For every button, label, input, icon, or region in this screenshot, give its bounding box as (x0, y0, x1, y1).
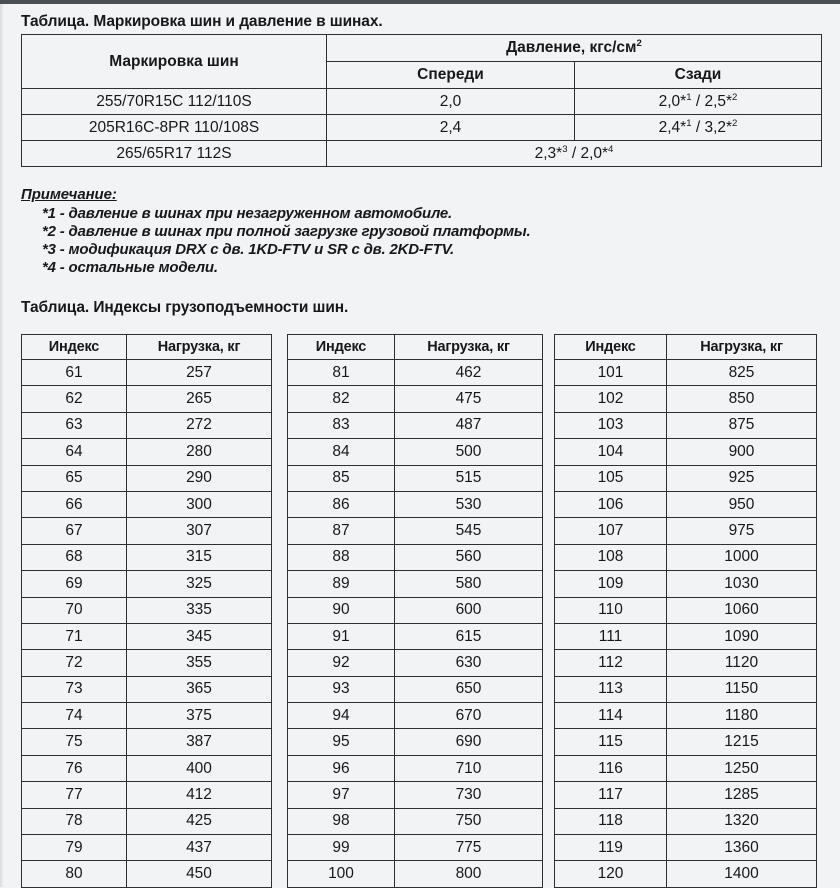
load-index-cell-index: 98 (288, 808, 395, 834)
load-index-cell-load: 710 (395, 755, 543, 781)
table-row (555, 571, 817, 597)
table-row (288, 439, 543, 465)
load-index-cell-load: 580 (395, 571, 543, 597)
table-row (555, 861, 817, 887)
load-index-cell-load: 462 (395, 360, 543, 386)
load-index-cell-index: 68 (22, 544, 127, 570)
load-index-cell-index: 79 (22, 835, 127, 861)
load-index-cell-index: 73 (22, 676, 127, 702)
merged-value-a: 2,3* (534, 144, 563, 162)
load-index-cell-index: 70 (22, 597, 127, 623)
footnote-item: *2 - давление в шинах при полной загрузке грузовой платформы. (42, 223, 531, 240)
load-index-cell-index: 118 (555, 808, 667, 834)
load-index-cell-load: 730 (395, 782, 543, 808)
load-index-cell-index: 120 (555, 861, 667, 887)
table-row (288, 544, 543, 570)
footnotes-block (21, 186, 811, 277)
pressure-header-pressure (327, 35, 822, 62)
load-index-cell-load: 975 (667, 518, 817, 544)
load-index-cell-load: 1030 (667, 571, 817, 597)
table-row (555, 597, 817, 623)
table-row (22, 729, 272, 755)
load-index-cell-load: 1000 (667, 544, 817, 570)
table-row (555, 518, 817, 544)
table-row (288, 518, 543, 544)
table-row (288, 755, 543, 781)
load-index-table-1 (21, 334, 272, 888)
table-row (22, 597, 272, 623)
table-row (555, 360, 817, 386)
load-index-cell-load: 1400 (667, 861, 817, 887)
load-index-cell-index: 117 (555, 782, 667, 808)
table-row (288, 465, 543, 491)
pressure-cell-rear (575, 115, 822, 141)
table-row (288, 571, 543, 597)
page-title-load-index-table: Таблица. Индексы грузоподъемности шин. (21, 299, 349, 316)
load-index-cell-index: 92 (288, 650, 395, 676)
load-index-cell-index: 66 (22, 491, 127, 517)
load-index-cell-index: 110 (555, 597, 667, 623)
load-index-cell-load: 750 (395, 808, 543, 834)
load-index-cell-index: 107 (555, 518, 667, 544)
load-index-cell-load: 615 (395, 623, 543, 649)
load-index-table-3-body (555, 360, 817, 888)
load-index-cell-index: 72 (22, 650, 127, 676)
load-index-cell-index: 74 (22, 703, 127, 729)
load-index-cell-load: 515 (395, 465, 543, 491)
table-row (22, 386, 272, 412)
table-row (22, 115, 822, 141)
table-row (555, 544, 817, 570)
load-index-cell-load: 1320 (667, 808, 817, 834)
load-index-cell-index: 69 (22, 571, 127, 597)
pressure-cell-front: 2,4 (327, 115, 575, 141)
table-row (555, 703, 817, 729)
load-index-cell-load: 1180 (667, 703, 817, 729)
rear-separator: / (691, 118, 705, 136)
load-index-cell-index: 109 (555, 571, 667, 597)
page-title-pressure-table: Таблица. Маркировка шин и давление в шинах. (21, 13, 383, 30)
rear-separator: / (691, 92, 705, 110)
merged-separator: / (567, 144, 581, 162)
load-index-cell-load: 450 (127, 861, 272, 887)
load-index-cell-load: 387 (127, 729, 272, 755)
load-index-cell-index: 84 (288, 439, 395, 465)
load-index-cell-index: 64 (22, 439, 127, 465)
pressure-cell-merged (327, 141, 822, 167)
table-row (555, 465, 817, 491)
load-index-cell-load: 375 (127, 703, 272, 729)
table-row (288, 861, 543, 887)
table-row (22, 835, 272, 861)
pressure-header-rear: Сзади (575, 62, 822, 89)
load-index-table-1-body (22, 360, 272, 888)
load-index-cell-load: 775 (395, 835, 543, 861)
load-index-cell-load: 272 (127, 412, 272, 438)
rear-value-b-superscript: 2 (732, 91, 738, 103)
pressure-cell-front: 2,0 (327, 89, 575, 115)
table-row (288, 808, 543, 834)
pressure-table-head (22, 35, 822, 89)
load-index-cell-index: 61 (22, 360, 127, 386)
table-row (22, 360, 272, 386)
load-index-cell-index: 85 (288, 465, 395, 491)
load-index-header-load: Нагрузка, кг (395, 335, 543, 360)
table-row (555, 386, 817, 412)
load-index-cell-load: 1250 (667, 755, 817, 781)
load-index-cell-index: 71 (22, 623, 127, 649)
table-row (288, 412, 543, 438)
load-index-cell-load: 257 (127, 360, 272, 386)
table-row (288, 650, 543, 676)
load-index-cell-index: 62 (22, 386, 127, 412)
table-row (555, 808, 817, 834)
table-row (22, 782, 272, 808)
rear-value-b: 3,2* (704, 118, 733, 136)
load-index-cell-load: 950 (667, 491, 817, 517)
load-index-cell-load: 315 (127, 544, 272, 570)
table-row (288, 729, 543, 755)
load-index-cell-load: 400 (127, 755, 272, 781)
load-index-cell-load: 487 (395, 412, 543, 438)
load-index-cell-index: 67 (22, 518, 127, 544)
table-row (22, 491, 272, 517)
table-row (22, 439, 272, 465)
rear-value-a-superscript: 1 (686, 117, 692, 129)
load-index-table-2 (287, 334, 543, 888)
table-row (22, 518, 272, 544)
load-index-cell-index: 94 (288, 703, 395, 729)
table-row (22, 755, 272, 781)
load-index-cell-load: 1150 (667, 676, 817, 702)
load-index-cell-load: 335 (127, 597, 272, 623)
load-index-cell-index: 104 (555, 439, 667, 465)
table-row (288, 491, 543, 517)
pressure-header-row-1 (22, 35, 822, 62)
load-index-header-index: Индекс (288, 335, 395, 360)
load-index-cell-index: 102 (555, 386, 667, 412)
load-index-cell-load: 600 (395, 597, 543, 623)
footnote-item: *1 - давление в шинах при незагруженном автомобиле. (42, 205, 452, 222)
load-index-cell-load: 425 (127, 808, 272, 834)
table-row (555, 729, 817, 755)
load-index-table-1-head (22, 335, 272, 360)
load-index-cell-load: 530 (395, 491, 543, 517)
load-index-cell-index: 113 (555, 676, 667, 702)
table-row (22, 703, 272, 729)
load-index-cell-load: 825 (667, 360, 817, 386)
load-index-header-row (288, 335, 543, 360)
load-index-cell-index: 86 (288, 491, 395, 517)
load-index-cell-index: 95 (288, 729, 395, 755)
load-index-cell-index: 81 (288, 360, 395, 386)
load-index-cell-index: 91 (288, 623, 395, 649)
load-index-cell-index: 87 (288, 518, 395, 544)
table-row (22, 650, 272, 676)
load-index-table-2-head (288, 335, 543, 360)
pressure-table-body (22, 89, 822, 167)
load-index-cell-load: 650 (395, 676, 543, 702)
pressure-header-front: Спереди (327, 62, 575, 89)
load-index-cell-load: 545 (395, 518, 543, 544)
table-row (22, 465, 272, 491)
load-index-cell-index: 115 (555, 729, 667, 755)
load-index-cell-index: 116 (555, 755, 667, 781)
merged-value-b-superscript: 4 (608, 143, 614, 155)
load-index-cell-index: 108 (555, 544, 667, 570)
load-index-table-3-head (555, 335, 817, 360)
load-index-cell-index: 82 (288, 386, 395, 412)
load-index-cell-load: 1215 (667, 729, 817, 755)
load-index-cell-index: 78 (22, 808, 127, 834)
rear-value-a: 2,4* (658, 118, 687, 136)
table-row (555, 755, 817, 781)
load-index-cell-load: 437 (127, 835, 272, 861)
table-row (22, 544, 272, 570)
load-index-cell-load: 850 (667, 386, 817, 412)
table-row (22, 89, 822, 115)
load-index-cell-index: 112 (555, 650, 667, 676)
table-row (288, 597, 543, 623)
load-index-cell-index: 96 (288, 755, 395, 781)
table-row (555, 491, 817, 517)
table-row (22, 623, 272, 649)
load-index-cell-load: 900 (667, 439, 817, 465)
load-index-cell-load: 412 (127, 782, 272, 808)
table-row (288, 676, 543, 702)
load-index-cell-load: 800 (395, 861, 543, 887)
table-row (555, 623, 817, 649)
load-index-cell-index: 90 (288, 597, 395, 623)
load-index-cell-load: 325 (127, 571, 272, 597)
load-index-cell-load: 475 (395, 386, 543, 412)
table-row (288, 386, 543, 412)
table-row (288, 623, 543, 649)
rear-value-a-superscript: 1 (686, 91, 692, 103)
load-index-header-index: Индекс (555, 335, 667, 360)
load-index-cell-index: 99 (288, 835, 395, 861)
table-row (22, 412, 272, 438)
load-index-cell-load: 1285 (667, 782, 817, 808)
load-index-cell-index: 103 (555, 412, 667, 438)
load-index-cell-index: 101 (555, 360, 667, 386)
load-index-cell-load: 300 (127, 491, 272, 517)
load-index-cell-load: 925 (667, 465, 817, 491)
table-row (555, 412, 817, 438)
load-index-cell-load: 500 (395, 439, 543, 465)
table-row (288, 360, 543, 386)
pressure-cell-marking: 255/70R15C 112/110S (22, 89, 327, 115)
table-row (555, 439, 817, 465)
load-index-cell-index: 83 (288, 412, 395, 438)
load-index-cell-index: 93 (288, 676, 395, 702)
load-index-cell-load: 560 (395, 544, 543, 570)
table-row (22, 571, 272, 597)
load-index-cell-index: 76 (22, 755, 127, 781)
load-index-cell-load: 630 (395, 650, 543, 676)
table-row (555, 676, 817, 702)
load-index-cell-load: 1120 (667, 650, 817, 676)
table-row (555, 835, 817, 861)
load-index-cell-load: 1060 (667, 597, 817, 623)
footnotes-heading: Примечание: (21, 186, 117, 203)
load-index-cell-index: 65 (22, 465, 127, 491)
footnote-item: *3 - модификация DRX с дв. 1KD-FTV и SR с дв. 2KD-FTV. (42, 241, 454, 258)
load-index-header-row (555, 335, 817, 360)
load-index-cell-load: 690 (395, 729, 543, 755)
table-row (22, 676, 272, 702)
load-index-cell-load: 1360 (667, 835, 817, 861)
table-row (22, 141, 822, 167)
merged-value-b: 2,0* (580, 144, 609, 162)
load-index-cell-index: 119 (555, 835, 667, 861)
table-row (288, 835, 543, 861)
load-index-header-load: Нагрузка, кг (667, 335, 817, 360)
pressure-cell-rear (575, 89, 822, 115)
table-row (22, 808, 272, 834)
load-index-cell-load: 365 (127, 676, 272, 702)
load-index-cell-index: 88 (288, 544, 395, 570)
load-index-cell-index: 89 (288, 571, 395, 597)
load-index-table-3 (554, 334, 817, 888)
load-index-table-2-body (288, 360, 543, 888)
rear-value-b: 2,5* (704, 92, 733, 110)
table-row (555, 782, 817, 808)
load-index-cell-index: 63 (22, 412, 127, 438)
footnote-item: *4 - остальные модели. (42, 259, 218, 276)
load-index-cell-load: 265 (127, 386, 272, 412)
load-index-cell-index: 75 (22, 729, 127, 755)
pressure-cell-marking: 205R16C-8PR 110/108S (22, 115, 327, 141)
load-index-cell-index: 100 (288, 861, 395, 887)
load-index-cell-load: 280 (127, 439, 272, 465)
load-index-cell-index: 97 (288, 782, 395, 808)
pressure-cell-marking: 265/65R17 112S (22, 141, 327, 167)
pressure-header-pressure-superscript: 2 (636, 37, 642, 49)
load-index-cell-load: 290 (127, 465, 272, 491)
rear-value-b-superscript: 2 (732, 117, 738, 129)
load-index-cell-load: 875 (667, 412, 817, 438)
rear-value-a: 2,0* (658, 92, 687, 110)
table-row (288, 703, 543, 729)
pressure-header-pressure-text: Давление, кгс/см (506, 39, 637, 56)
load-index-cell-index: 111 (555, 623, 667, 649)
load-index-cell-index: 106 (555, 491, 667, 517)
load-index-header-load: Нагрузка, кг (127, 335, 272, 360)
load-index-cell-index: 80 (22, 861, 127, 887)
load-index-cell-index: 114 (555, 703, 667, 729)
tire-pressure-table (21, 34, 822, 167)
merged-value-a-superscript: 3 (562, 143, 568, 155)
load-index-header-index: Индекс (22, 335, 127, 360)
table-row (555, 650, 817, 676)
pressure-header-marking: Маркировка шин (22, 35, 327, 89)
load-index-cell-load: 670 (395, 703, 543, 729)
load-index-cell-load: 355 (127, 650, 272, 676)
load-index-cell-load: 1090 (667, 623, 817, 649)
load-index-cell-index: 77 (22, 782, 127, 808)
load-index-header-row (22, 335, 272, 360)
table-row (22, 861, 272, 887)
load-index-cell-load: 307 (127, 518, 272, 544)
table-row (288, 782, 543, 808)
load-index-cell-load: 345 (127, 623, 272, 649)
load-index-cell-index: 105 (555, 465, 667, 491)
